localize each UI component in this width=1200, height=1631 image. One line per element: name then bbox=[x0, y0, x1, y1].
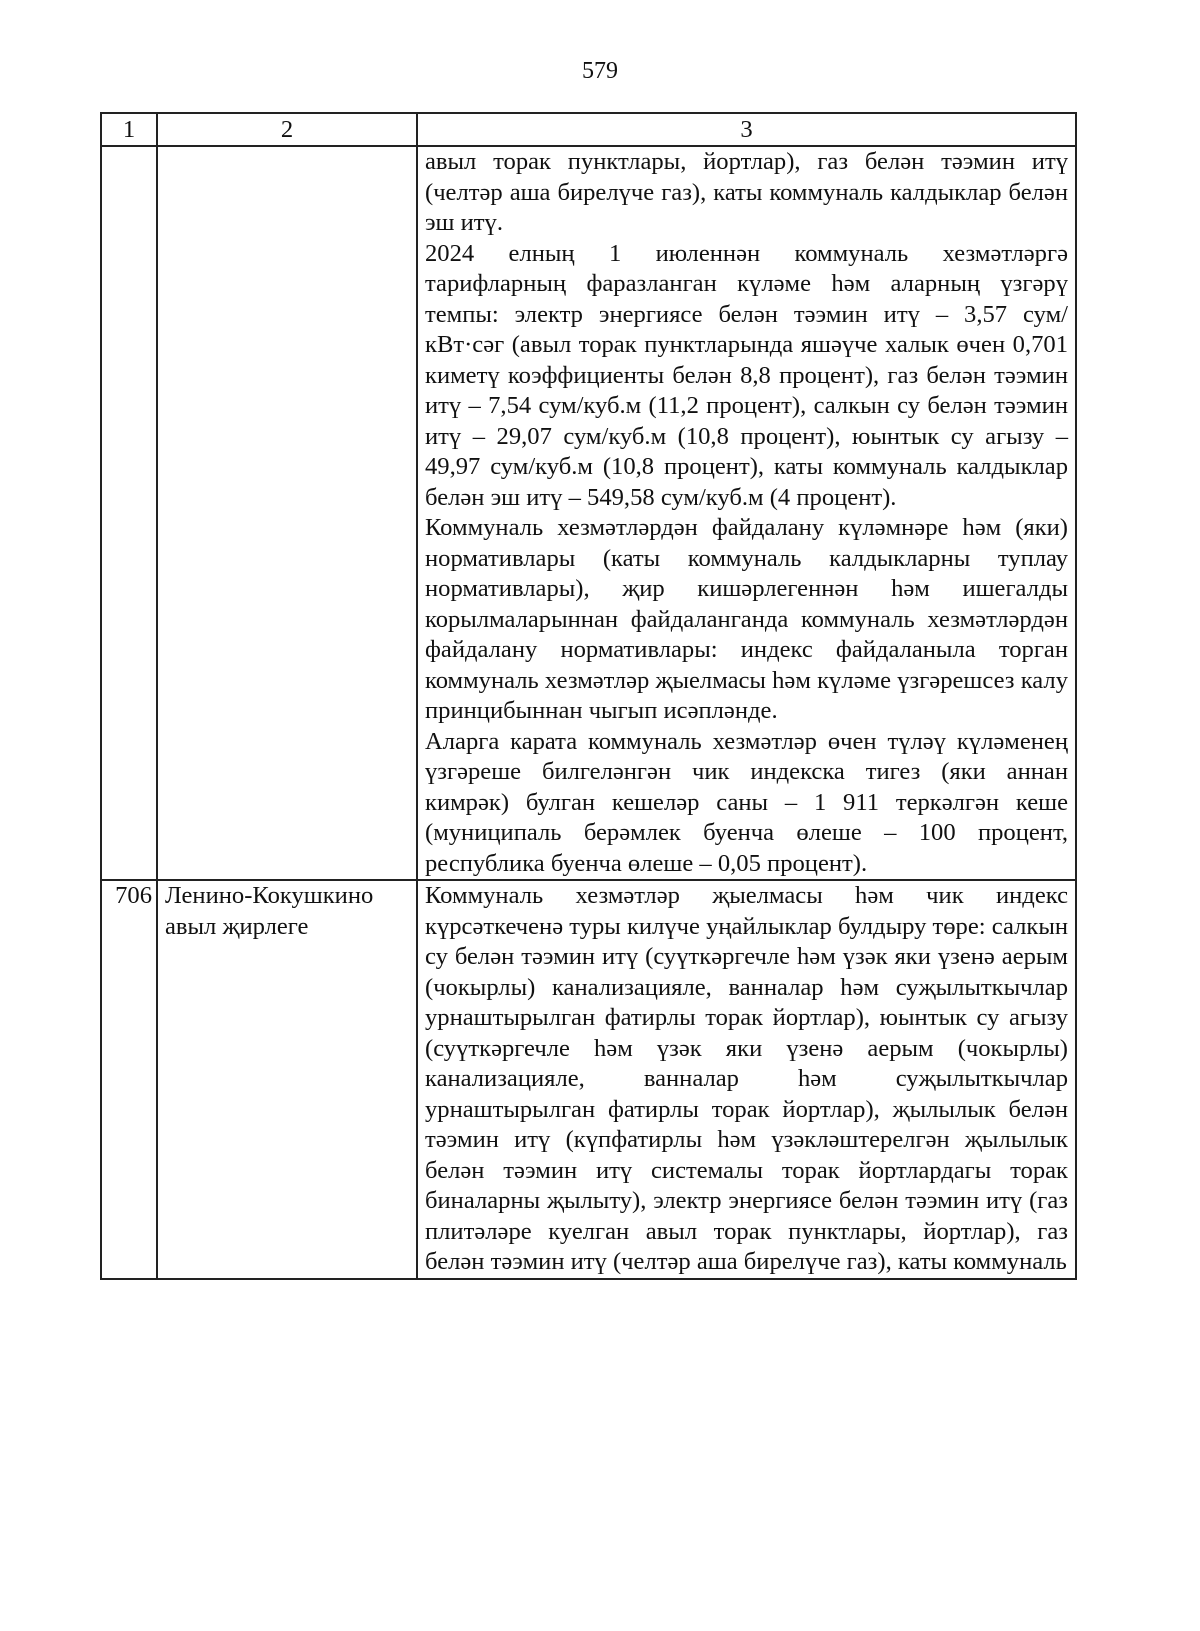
row-number: 706 bbox=[101, 880, 157, 1279]
paragraph: Аларга карата коммуналь хезмәтләр өчен түләү күләменең үзгәреше билгеләнгән чик индекска тигез (яки аннан кимрәк) булган кешеләр саны – 1 911 теркәлгән кеше (муниципаль берәмлек буенча өлеше – 100 процент, республика буенча өлеше – 0,05 процент). bbox=[425, 727, 1068, 877]
settlement-name: Ленино-Кокушкино авыл җирлеге bbox=[157, 880, 417, 1279]
header-col-1: 1 bbox=[101, 113, 157, 146]
table-row bbox=[101, 146, 1076, 880]
paragraph: 2024 елның 1 июленнән коммуналь хезмәтләргә тарифларның фаразланган күләме һәм аларның үзгәрү темпы: электр энергиясе белән тәэмин итү – 3,57 сум/кВт·сәг (авыл торак пунктларында яшәүче халык өчен 0,701 киметү коэффициенты белән 8,8 процент), газ белән тәэмин итү – 7,54 сум/куб.м (11,2 процент), салкын су белән тәэмин итү – 29,07 сум/куб.м (10,8 процент), юынтык су агызу – 49,97 сум/куб.м (10,8 процент), каты коммуналь калдыклар белән эш итү – 549,58 сум/куб.м (4 процент). bbox=[425, 239, 1068, 511]
header-col-3: 3 bbox=[417, 113, 1076, 146]
page-number: 579 bbox=[582, 58, 618, 84]
table-row bbox=[101, 880, 1076, 1279]
paragraph: Коммуналь хезмәтләр җыелмасы һәм чик индекс күрсәткеченә туры килүче уңайлыклар булдыру төре: салкын су белән тәэмин итү (суүткәргечле һәм үзәк яки үзенә аерым (чокырлы) канализацияле, ванналар һәм суҗылыткычлар урнаштырылган фатирлы торак йортлар), юынтык су агызу (суүткәргечле һәм үзәк яки үзенә аерым (чокырлы) канализацияле, ванналар һәм суҗылыткычлар урнаштырылган фатирлы торак йортлар), җылылык белән тәэмин итү (күпфатирлы һәм үзәкләштерелгән җылылык белән тәэмин итү системалы торак йортлардагы торак биналарны җылыту), электр энергиясе белән тәэмин итү (газ плитәләре куелган авыл торак пунктлары, йортлар), газ белән тәэмин итү (челтәр аша бирелүче газ), каты коммуналь bbox=[425, 882, 1069, 1275]
row-content bbox=[417, 146, 1076, 880]
paragraph: Коммуналь хезмәтләрдән файдалану күләмнәре һәм (яки) нормативлары (каты коммуналь калдыкларны туплау нормативлары), җир кишәрлегеннән һәм ишегалды корылмаларыннан файдаланганда коммуналь хезмәтләрдән файдалану нормативлары: индекс файдаланыла торган коммуналь хезмәтләр җыелмасы һәм күләме үзгәрешсез калу принцибыннан чыгып исәпләнде. bbox=[425, 514, 1068, 724]
row-number bbox=[101, 146, 157, 880]
table-header-row bbox=[101, 113, 1076, 146]
paragraph: авыл торак пунктлары, йортлар), газ белән тәэмин итү (челтәр аша бирелүче газ), каты коммуналь калдыклар белән эш итү. bbox=[425, 148, 1068, 236]
header-col-2: 2 bbox=[157, 113, 417, 146]
settlement-name bbox=[157, 146, 417, 880]
row-content bbox=[417, 880, 1076, 1279]
document-table bbox=[100, 112, 1077, 1280]
